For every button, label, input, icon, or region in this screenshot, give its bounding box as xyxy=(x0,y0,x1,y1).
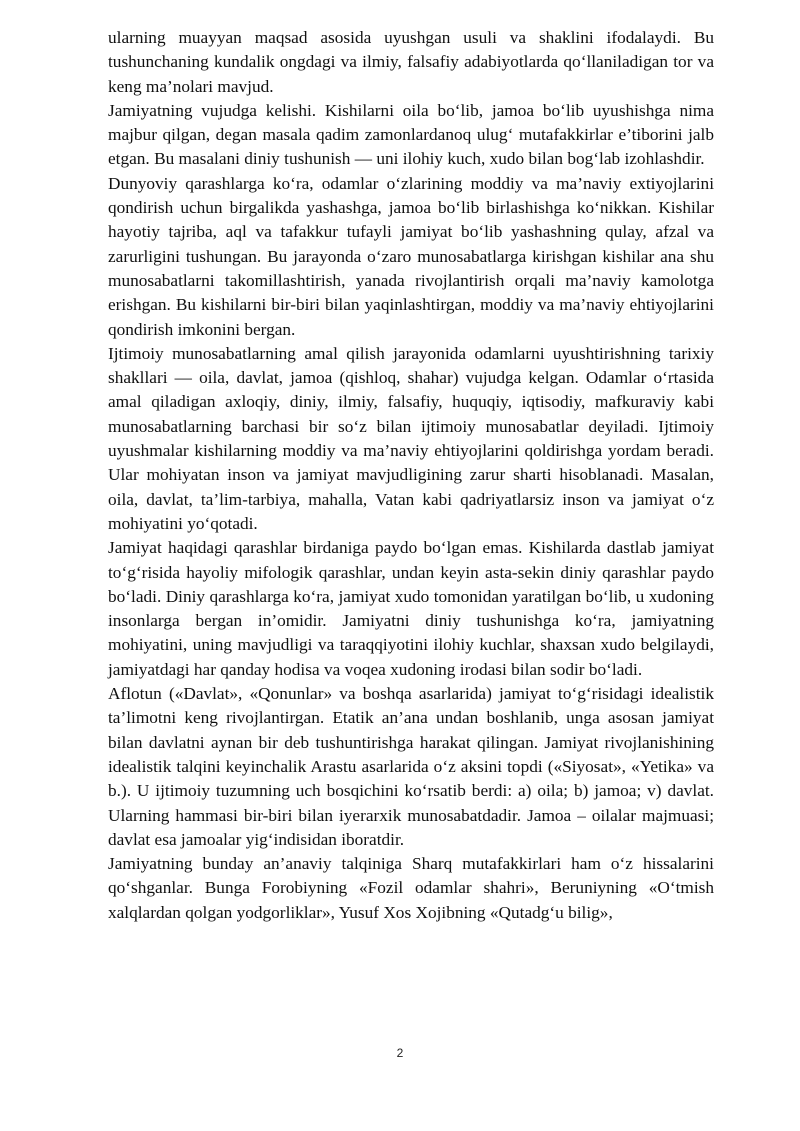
page-number: 2 xyxy=(396,1046,404,1060)
paragraph-3: Dunyoviy qarashlarga ko‘ra, odamlar o‘zlarining moddiy va ma’naviy extiyojlarini qondirish uchun birgalikda yashashga, jamoa bo‘lib birlashishga ko‘nikkan. Kishilar hayotiy tajriba, aql va tafakkur tufayli jamiyat bo‘lib yashashning qulay, afzal va zarurligini tushungan. Bu jarayonda o‘zaro munosabatlarga kirishgan kishilar ana shu munosabatlarni takomillashtirish, yanada rivojlantirish orqali ma’naviy kamolotga erishgan. Bu kishilarni bir-biri bilan yaqinlashtirgan, moddiy va ma’naviy ehtiyojlarini qondirish imkonini bergan. xyxy=(108,173,714,339)
document-body xyxy=(108,26,714,925)
paragraph-5: Jamiyat haqidagi qarashlar birdaniga paydo bo‘lgan emas. Kishilarda dastlab jamiyat to‘g‘risida hayoliy mifologik qarashlar, undan keyin asta-sekin diniy qarashlar paydo bo‘ladi. Diniy qarashlarga ko‘ra, jamiyat xudo tomonidan yaratilgan bo‘lib, u xudoning insonlarga bergan in’omidir. Jamiyatni diniy tushunishga ko‘ra, jamiyatning mohiyatini, uning mavjudligi va taraqqiyotini ilohiy kuchlar, shaxsan xudo belgilaydi, jamiyatdagi har qanday hodisa va voqea xudoning irodasi bilan sodir bo‘ladi. xyxy=(108,538,714,679)
paragraph-2: Jamiyatning vujudga kelishi. Kishilarni oila bo‘lib, jamoa bo‘lib uyushishga nima majbur qilgan, degan masala qadim zamonlardanoq ulug‘ mutafakkirlar e’tiborini jalb etgan. Bu masalani diniy tushunish — uni ilohiy kuch, xudo bilan bog‘lab izohlashdir. xyxy=(108,100,714,169)
paragraph-7: Jamiyatning bunday an’anaviy talqiniga Sharq mutafakkirlari ham o‘z hissalarini qo‘shganlar. Bunga Forobiyning «Fozil odamlar shahri», Beruniyning «O‘tmish xalqlardan qolgan yodgorliklar», Yusuf Xos Xojibning «Qutadg‘u bilig», xyxy=(108,854,714,922)
paragraph-4: Ijtimoiy munosabatlarning amal qilish jarayonida odamlarni uyushtirishning tarixiy shakllari — oila, davlat, jamoa (qishloq, shahar) vujudga kelgan. Odamlar o‘rtasida amal qiladigan axloqiy, diniy, ilmiy, falsafiy, huquqiy, iqtisodiy, mafkuraviy kabi munosabatlarning barchasi bir so‘z bilan ijtimoiy munosabatlar deyiladi. Ijtimoiy uyushmalar kishilarning moddiy va ma’naviy ehtiyojlarini qoldirishga yordam beradi. Ular mohiyatan inson va jamiyat mavjudligining zarur sharti hisoblanadi. Masalan, oila, davlat, ta’lim-tarbiya, mahalla, Vatan kabi qadriyatlarsiz inson va jamiyat o‘z mohiyatini yo‘qotadi. xyxy=(108,343,714,533)
paragraph-6: Aflotun («Davlat», «Qonunlar» va boshqa asarlarida) jamiyat to‘g‘risidagi idealistik ta’limotni keng rivojlantirgan. Etatik an’ana undan boshlanib, unga asosan jamiyat bilan davlatni aynan bir deb tushuntirishga harakat qilingan. Jamiyat rivojlanishining idealistik talqini keyinchalik Arastu asarlarida o‘z aksini topdi («Siyosat», «Yetika» va b.). U ijtimoiy tuzumning uch bosqichini ko‘rsatib berdi: a) oila; b) jamoa; v) davlat. Ularning hammasi bir-biri bilan iyerarxik munosabatdadir. Jamoa – oilalar majmuasi; davlat esa jamoalar yig‘indisidan iboratdir. xyxy=(108,684,714,849)
paragraph-1: ularning muayyan maqsad asosida uyushgan usuli va shaklini ifodalaydi. Bu tushunchaning kundalik ongdagi va ilmiy, falsafiy adabiyotlarda qo‘llaniladigan tor va keng ma’nolari mavjud. xyxy=(108,28,714,96)
